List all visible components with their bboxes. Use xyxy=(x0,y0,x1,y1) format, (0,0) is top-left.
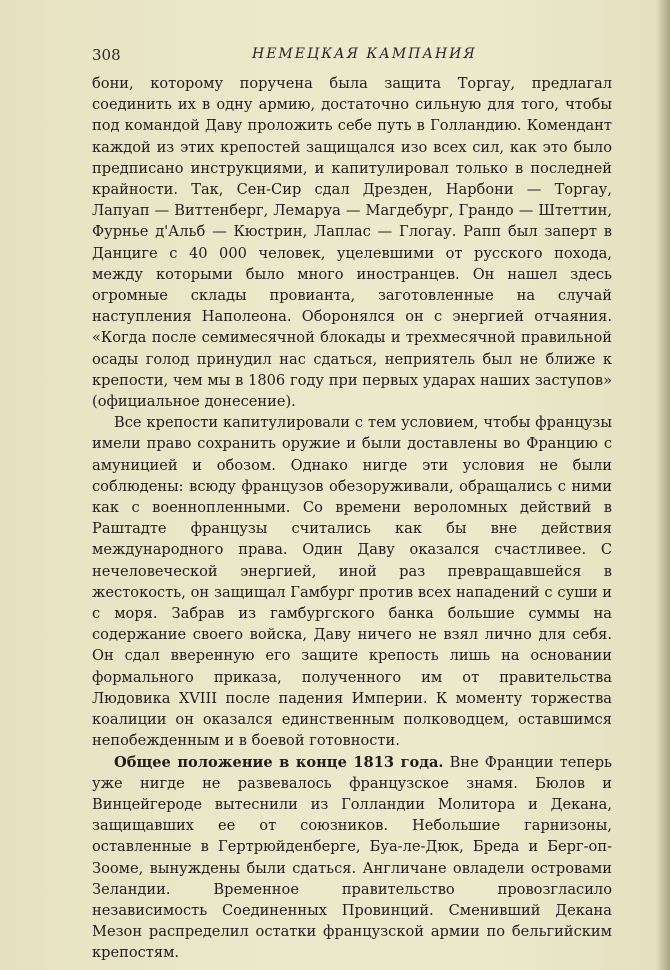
paragraph-1: бони, которому поручена была защита Торгау, предлагал соединить их в одну армию, достаточно сильную для того, чтобы под командой Даву проложить себе путь в Голландию. Комендант каждой из этих крепостей защищался изо всех сил, как это было предписано инструкциями, и капитулировал только в последней крайности. Так, Сен-Сир сдал Дрезден, Нарбони — Торгау, Лапуап — Виттенберг, Лемаруа — Магдебург, Грандо — Штеттин, Фурнье д'Альб — Кюстрин, Лаплас — Глогау. Рапп был заперт в Данциге с 40 000 человек, уцелевшими от русского похода, между которыми было много иностранцев. Он нашел здесь огромные склады провианта, заготовленные на случай наступления Наполеона. Оборонялся он с энергией отчаяния. «Когда после семимесячной блокады и трехмесячной правильной осады голод принудил нас сдаться, неприятель был не ближе к крепости, чем мы в 1806 году при первых ударах наших заступов» (официальное донесение). xyxy=(92,75,612,411)
paragraph-3 xyxy=(92,752,612,964)
running-title: НЕМЕЦКАЯ КАМПАНИЯ xyxy=(252,46,477,62)
page-header xyxy=(92,46,612,68)
paragraph-2: Все крепости капитулировали с тем условием, чтобы французы имели право сохранить оружие и были доставлены во Францию с амуницией и обозом. Однако нигде эти условия не были соблюдены: всюду французов обезоруживали, обращались с ними как с военнопленными. Со времени вероломных действий в Раштадте французы считались как бы вне действия международного права. Один Даву оказался счастливее. С нечеловеческой энергией, иной раз превращавшейся в жестокость, он защищал Гамбург против всех нападений с суши и с моря. Забрав из гамбургского банка большие суммы на содержание своего войска, Даву ничего не взял лично для себя. Он сдал вверенную его защите крепость лишь на основании формального приказа, полученного им от правительства Людовика XVIII после падения Империи. К моменту торжества коалиции он оказался единственным полководцем, оставшимся непобежденным и в боевой готовности. xyxy=(92,414,612,750)
page-number: 308 xyxy=(92,46,121,64)
paragraph-3-text: Вне Франции теперь уже нигде не развевалось французское знамя. Бюлов и Винцейгероде вытеснили из Голландии Молитора и Декана, защищавших ее от союзников. Небольшие гарнизоны, оставленные в Гертрюйденберге, Буа-ле-Дюк, Бреда и Берг-оп-Зооме, вынуждены были сдаться. Англичане овладели островами Зеландии. Временное правительство провозгласило независимость Соединенных Провинций. Сменивший Декана Мезон распределил остатки французской армии по бельгийским крепостям. xyxy=(92,753,612,962)
body-text xyxy=(92,73,612,964)
page-edge-shadow xyxy=(656,0,670,970)
section-heading: Общее положение в конце 1813 года. xyxy=(114,753,444,771)
